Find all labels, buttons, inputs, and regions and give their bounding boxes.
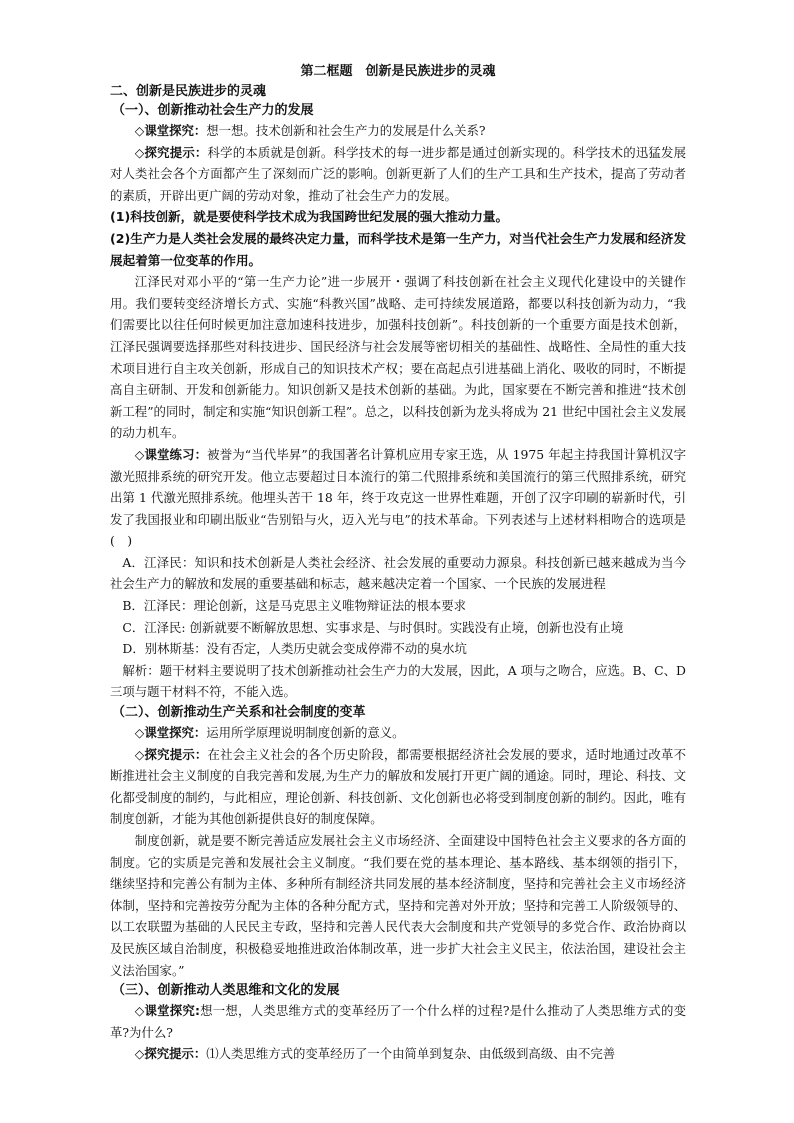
- inquiry-label: ◇课堂探究:: [134, 1003, 200, 1019]
- inquiry-text: 运用所学原理说明制度创新的意义。: [206, 725, 405, 741]
- subsection-heading-2: （二）、创新推动生产关系和社会制度的变革: [112, 705, 366, 721]
- hint-text: 科学的本质就是创新。科学技术的每一进步都是通过创新实现的。科学技术的迅猛发展对人类社会各个方面都产生了深刻而广泛的影响。创新更新了人们的生产工具和生产技术，提高了劳动者的素质，开辟出更广阔的劳动对象，推动了社会生产力的发展。: [110, 144, 687, 203]
- inquiry-text: 想一想，人类思维方式的变革经历了一个什么样的过程?是什么推动了人类思维方式的变革?为什么?: [110, 1003, 686, 1040]
- classroom-inquiry-3: [110, 1000, 686, 1043]
- analysis: 解析：题干材料主要说明了技术创新推动社会生产力的大发展，因此，A 项与之吻合，应选。B、C、D 三项与题干材料不符，不能入选。: [110, 662, 686, 700]
- inquiry-text: 想一想。技术创新和社会生产力的发展是什么关系?: [206, 123, 486, 138]
- inquiry-label: ◇课堂探究：: [134, 123, 207, 138]
- subsection-heading-1: （一）、创新推动社会生产力的发展: [112, 103, 314, 118]
- hint-text: ⑴人类思维方式的变革经历了一个由简单到复杂、由低级到高级、由不完善: [206, 1046, 616, 1062]
- inquiry-hint-2: [110, 744, 686, 830]
- classroom-inquiry-1: [110, 120, 686, 142]
- option-c: C．江泽民: 创新就要不断解放思想、实事求是、与时俱时。实践没有止境，创新也没有止境: [122, 619, 624, 635]
- exercise-label: ◇课堂练习：: [134, 446, 208, 462]
- classroom-exercise: [110, 444, 686, 552]
- body-paragraph-2: 制度创新，就是要不断完善适应发展社会主义市场经济、全面建设中国特色社会主义要求的各方面的制度。它的实质是完善和发展社会主义制度。“我们要在党的基本理论、基本路线、基本纲领的指引下，继续坚持和完善公有制为主体、多种所有制经济共同发展的基本经济制度，坚持和完善社会主义市场经济体制，坚持和完善按劳分配为主体的各种分配方式，坚持和完善对外开放；坚持和完善工人阶级领导的、以工农联盟为基础的人民民主专政，坚持和完善人民代表大会制度和共产党领导的多党合作、政治协商以及民族区域自治制度，积极稳妥地推进政治体制改革，进一步扩大社会主义民主，依法治国，建设社会主义法治国家。”: [110, 833, 686, 978]
- page-title: 第二框题 创新是民族进步的灵魂: [300, 64, 496, 79]
- option-a: A．江泽民：知识和技术创新是人类社会经济、社会发展的重要动力源泉。科技创新已越来越成为当今社会生产力的解放和发展的重要基础和标志，越来越决定着一个国家、一个民族的发展进程: [110, 554, 686, 592]
- inquiry-label: ◇课堂探究：: [134, 725, 207, 741]
- hint-label: ◇探究提示：: [134, 1046, 207, 1062]
- section-heading: 二、创新是民族进步的灵魂: [110, 84, 267, 99]
- subsection-heading-3: （三）、创新推动人类思维和文化的发展: [112, 983, 340, 999]
- bold-point-2: (2)生产力是人类社会发展的最终决定力量，而科学技术是第一生产力，对当代社会生产力发展和经济发展起着第一位变革的作用。: [110, 230, 686, 268]
- exercise-text: 被誉为“当代毕昇”的我国著名计算机应用专家王选，从 1975 年起主持我国计算机汉字激光照排系统的研究开发。他立志要超过日本流行的第二代照排系统和美国流行的第三代照排系统，研究出第 1 代激光照排系统。他埋头苦干 18 年，终于攻克这一世界性难题，开创了汉字印刷的崭新时代，引发了我国报业和印刷出版业“告别铅与火，迈入光与电”的技术革命。下列表述与上述材料相吻合的选项是( ): [110, 446, 686, 549]
- body-paragraph-1: 江泽民对邓小平的“第一生产力论”进一步展开・强调了科技创新在社会主义现代化建设中的关键作用。我们要转变经济增长方式、实施“科教兴国”战略、走可持续发展道路，都要以科技创新为动力，“我们需要比以往任何时候更加注意加速科技进步，加强科技创新”。科技创新的一个重要方面是技术创新，江泽民强调要选择那些对科技进步、国民经济与社会发展等密切相关的基础性、战略性、全局性的重大技术项目进行自主攻关创新，形成自己的知识技术产权；要在高起点引进基础上消化、吸收的同时，不断提高自主研制、开发和创新能力。知识创新又是技术创新的基础。为此，国家要在不断完善和推进“技术创新工程”的同时，制定和实施“知识创新工程”。总之，以科技创新为龙头将成为 21 世纪中国社会主义发展的动力机车。: [110, 274, 686, 441]
- document-page: [110, 62, 686, 1065]
- classroom-inquiry-2: [110, 722, 686, 744]
- inquiry-hint-3: [110, 1043, 686, 1065]
- inquiry-hint-1: [110, 142, 686, 207]
- hint-label: ◇探究提示：: [134, 144, 208, 160]
- option-d: D．别林斯基：没有否定，人类历史就会变成停滞不动的臭水坑: [122, 641, 467, 657]
- bold-point-1: (1)科技创新，就是要使科学技术成为我国跨世纪发展的强大推动力量。: [110, 209, 509, 225]
- hint-label: ◇探究提示：: [134, 746, 208, 762]
- hint-text: 在社会主义社会的各个历史阶段，都需要根据经济社会发展的要求，适时地通过改革不断推进社会主义制度的自我完善和发展,为生产力的解放和发展打开更广阔的通途。同时，理论、科技、文化都受制度的制约，与此相应，理论创新、科技创新、文化创新也必将受到制度创新的制约。因此，唯有制度创新，才能为其他创新提供良好的制度保障。: [110, 746, 687, 827]
- option-b: B．江泽民：理论创新，这是马克思主义唯物辩证法的根本要求: [122, 598, 467, 614]
